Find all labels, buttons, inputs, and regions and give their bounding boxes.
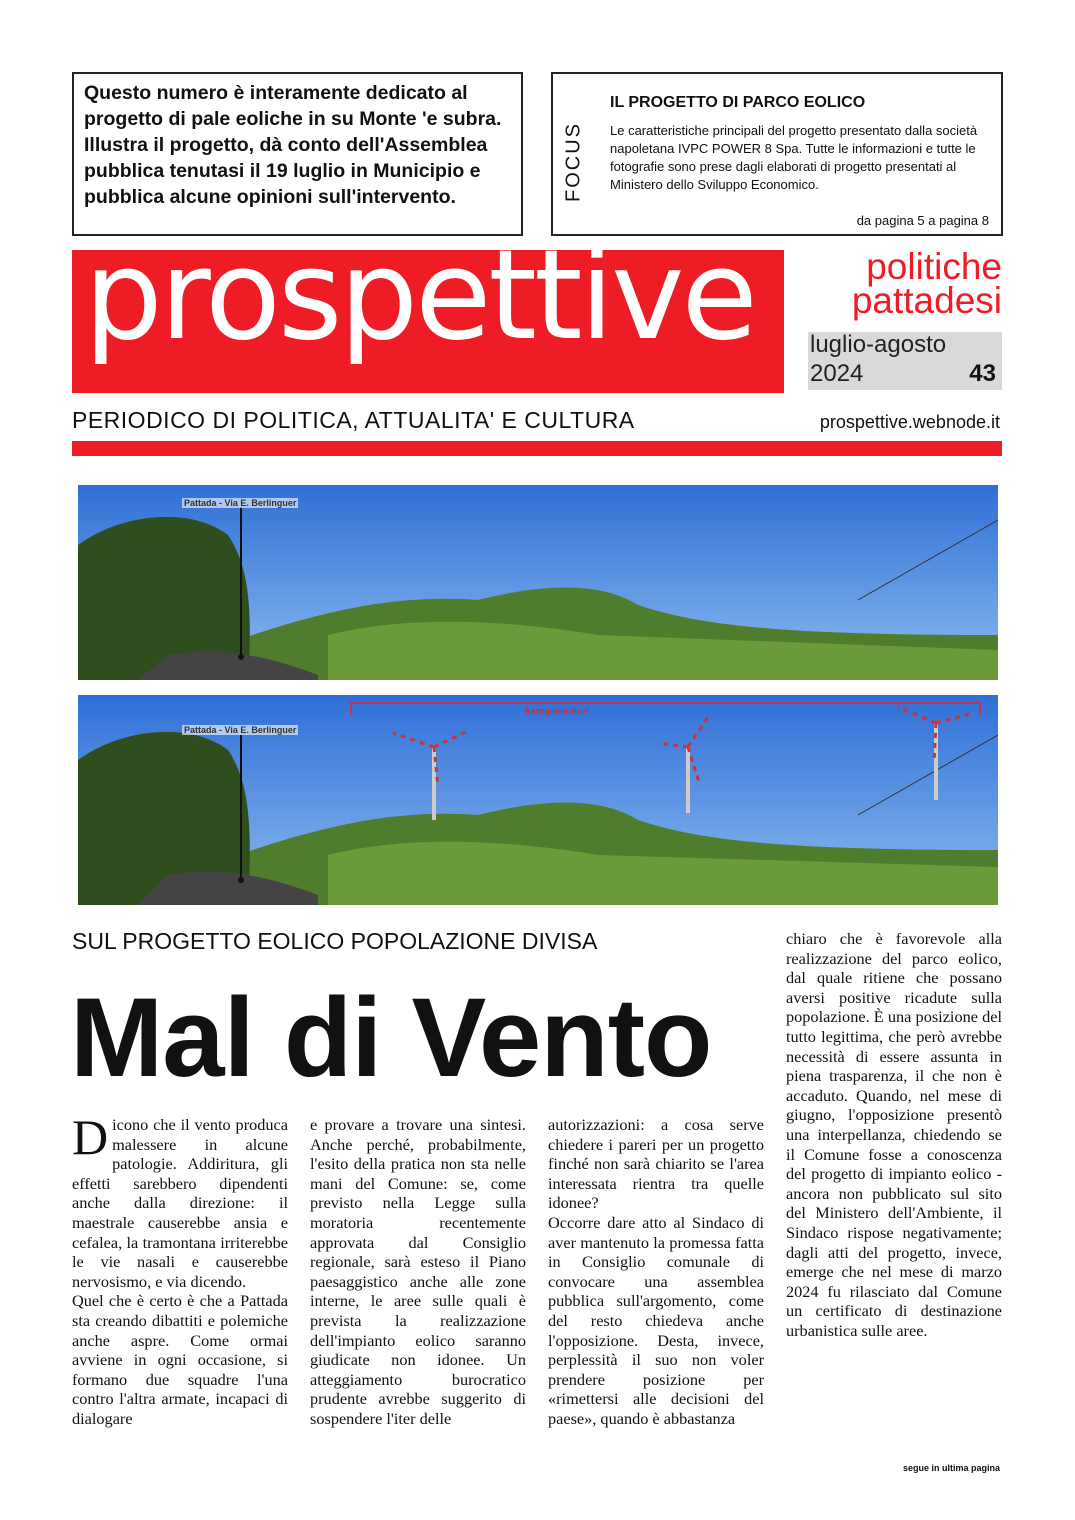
landscape-photo-after <box>78 695 998 905</box>
drop-cap: D <box>72 1109 109 1165</box>
article-column-2 <box>310 1115 526 1429</box>
column-1-paragraph-2: Quel che è certo è che a Pattada sta creando dibattiti e polemiche anche aspre. Come ormai avviene in ogni occasione, si formano due squadre l'una contro l'altra armate, incapaci di dialogare <box>72 1291 288 1428</box>
column-3-paragraph-2: Occorre dare atto al Sindaco di aver mantenuto la promessa fatta in Consiglio comunale di convocare una assemblea pubblica sull'argomento, come del resto chiedeva anche l'opposizione. Desta, invece, perplessità il suo non voler prendere posizione per «rimettersi alle decisioni del paese», quando è abbastanza <box>548 1212 764 1428</box>
photo-label-turbines: Aerogeneratori <box>524 706 589 716</box>
landscape-photo-before <box>78 485 998 680</box>
article-column-1 <box>72 1109 288 1429</box>
tagline: PERIODICO DI POLITICA, ATTUALITA' E CULTURA <box>72 407 635 433</box>
article-column-4 <box>786 929 1002 1340</box>
column-1-paragraph-1: icono che il vento produca malessere in alcune patologie. Addiritura, gli effetti sarebbero dipendenti anche dalla direzione: il maestrale causerebbe ansia e cefalea, la tramontana irriterebbe le vie nasali e causerebbe nervosismo, e via dicendo. <box>72 1115 288 1291</box>
photo-label-place: Pattada - Via E. Berlinguer <box>184 498 297 508</box>
column-3-paragraph-1: autorizzazioni: a cosa serve chiedere i pareri per un progetto finché non sarà chiarito se l'area interessata rientra tra quelle idonee? <box>548 1115 764 1213</box>
issue-date-box <box>808 332 1002 390</box>
article-column-3 <box>548 1115 764 1429</box>
issue-date <box>810 330 946 388</box>
masthead-subtitle <box>790 246 1002 321</box>
photo-label-place-2: Pattada - Via E. Berlinguer <box>184 725 297 735</box>
issue-year: 2024 <box>810 360 864 387</box>
column-4-text: chiaro che è favorevole alla realizzazione del parco eolico, dal quale ritiene che possano aversi positive ricadute sulla popolazione. È una posizione del tutto legittima, che però avrebbe necessità di essere assunta in piena trasparenza, il che non è accaduto. Quando, nel mese di giugno, l'opposizione presentò una interpellanza, chiedendo se il Comune fosse a conoscenza del progetto di impianto eolico - ancora non pubblicato sul sito del Ministero dell'Ambiente, il Sindaco rispose negativamente; dagli atti del progetto, invece, emerge che nel mese di marzo 2024 fu rilasciato dal Comune un certificato di destinazione urbanistica sulle aree. <box>786 929 1002 1340</box>
masthead-title: prospettive <box>84 224 755 368</box>
article-kicker: SUL PROGETTO EOLICO POPOLAZIONE DIVISA <box>72 928 598 954</box>
focus-label: FOCUS <box>562 122 585 202</box>
subtitle-line-1: politiche <box>866 246 1002 287</box>
intro-box <box>72 72 523 236</box>
article-title: Mal di Vento <box>70 975 712 1100</box>
issue-number: 43 <box>969 360 996 387</box>
continued-note: segue in ultima pagina <box>902 1463 1000 1473</box>
issue-period: luglio-agosto <box>810 331 947 358</box>
masthead-banner <box>72 224 784 393</box>
focus-text: Le caratteristiche principali del progetto presentato dalla società napoletana IVPC POWER 8 Spa. Tutte le informazioni e tutte le fotografie sono prese dagli elaborati di progetto presentati al Ministero dello Sviluppo Economico. <box>610 123 978 192</box>
focus-title: IL PROGETTO DI PARCO EOLICO <box>610 94 866 111</box>
intro-text: Questo numero è interamente dedicato al progetto di pale eoliche in su Monte 'e subra. Illustra il progetto, dà conto dell'Assemblea pubblica tenutasi il 19 luglio in Municipio e pubblica alcune opinioni sull'intervento. <box>84 82 502 208</box>
website-link[interactable]: prospettive.webnode.it <box>819 412 1000 432</box>
red-divider <box>72 441 1002 456</box>
focus-pages: da pagina 5 a pagina 8 <box>856 213 989 228</box>
subtitle-line-2: pattadesi <box>851 280 1002 321</box>
column-2-text: e provare a trovare una sintesi. Anche perché, probabilmente, l'esito della pratica non sta nelle mani del Comune: se, come previsto nella Legge sulla moratoria recentemente approvata dal Consiglio regionale, sarà esteso il Piano paesaggistico anche alle zone interne, le aree sulle quali è prevista la realizzazione dell'impianto eolico saranno giudicate non idonee. Un atteggiamento burocratico prudente avrebbe suggerito di sospendere l'iter delle <box>310 1115 526 1428</box>
focus-box <box>551 72 1003 236</box>
